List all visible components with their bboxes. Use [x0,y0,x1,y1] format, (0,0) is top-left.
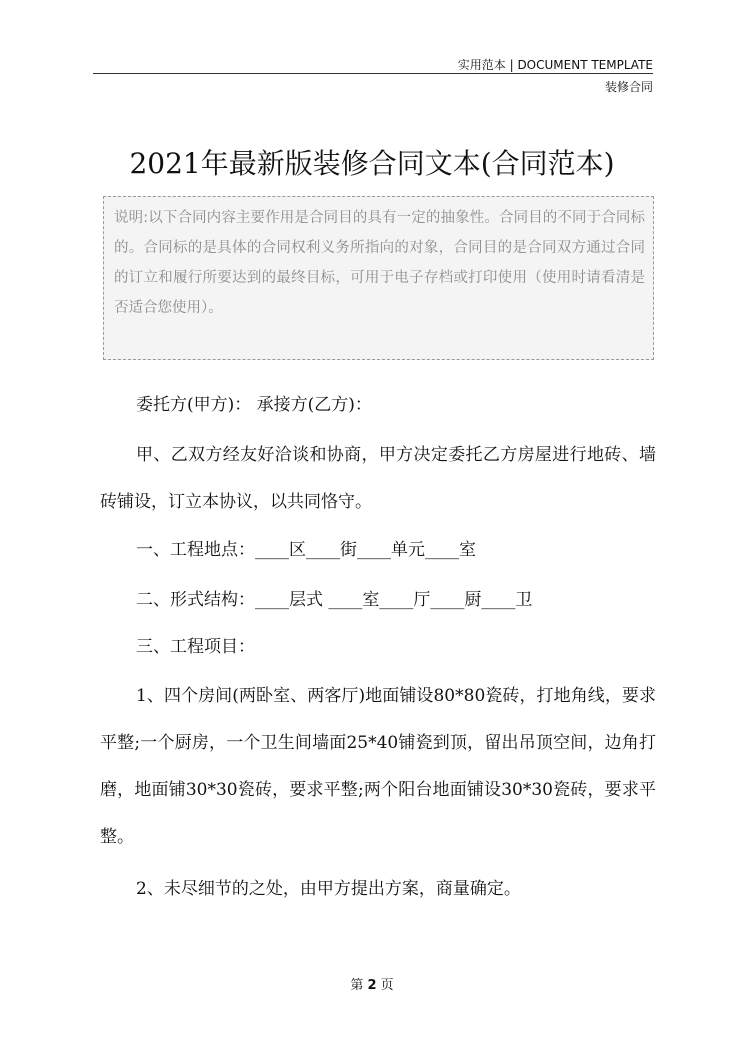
footer-suffix: 页 [380,978,394,993]
paragraph-intro: 甲、乙双方经友好洽谈和协商，甲方决定委托乙方房屋进行地砖、墙砖铺设，订立本协议，以共同恪守。 [100,445,656,512]
document-title: 2021年最新版装修合同文本(合同范本) [129,147,615,180]
header-divider [93,73,653,74]
paragraph-parties: 委托方(甲方)： 承接方(乙方)： [136,395,372,415]
paragraph-location: 一、工程地点：____区____街____单元____室 [136,540,476,560]
page-number: 2 [367,978,377,993]
header-doc-type: 装修合同 [604,80,653,94]
paragraph-item-2: 2、未尽细节的之处，由甲方提出方案，商量确定。 [136,879,521,899]
paragraph-items-heading: 三、工程项目： [136,637,255,657]
paragraph-structure: 二、形式结构：____层式 ____室____厅____厨____卫 [136,590,533,610]
page-footer [0,974,744,993]
footer-prefix: 第 [350,978,364,993]
header-template-label: 实用范本 | DOCUMENT TEMPLATE [457,58,653,72]
note-box [103,196,654,360]
note-text: 说明:以下合同内容主要作用是合同目的具有一定的抽象性。合同目的不同于合同标的。合同标的是具体的合同权利义务所指向的对象，合同目的是合同双方通过合同的订立和履行所要达到的最终目标，可用于电子存档或打印使用（使用时请看清是否适合您使用）。 [114,210,645,316]
paragraph-item-1: 1、四个房间(两卧室、两客厅)地面铺设80*80瓷砖，打地角线，要求平整;一个厨房，一个卫生间墙面25*40铺瓷到顶，留出吊顶空间，边角打磨，地面铺30*30瓷砖，要求平整;两个阳台地面铺设30*30瓷砖，要求平整。 [100,686,656,847]
